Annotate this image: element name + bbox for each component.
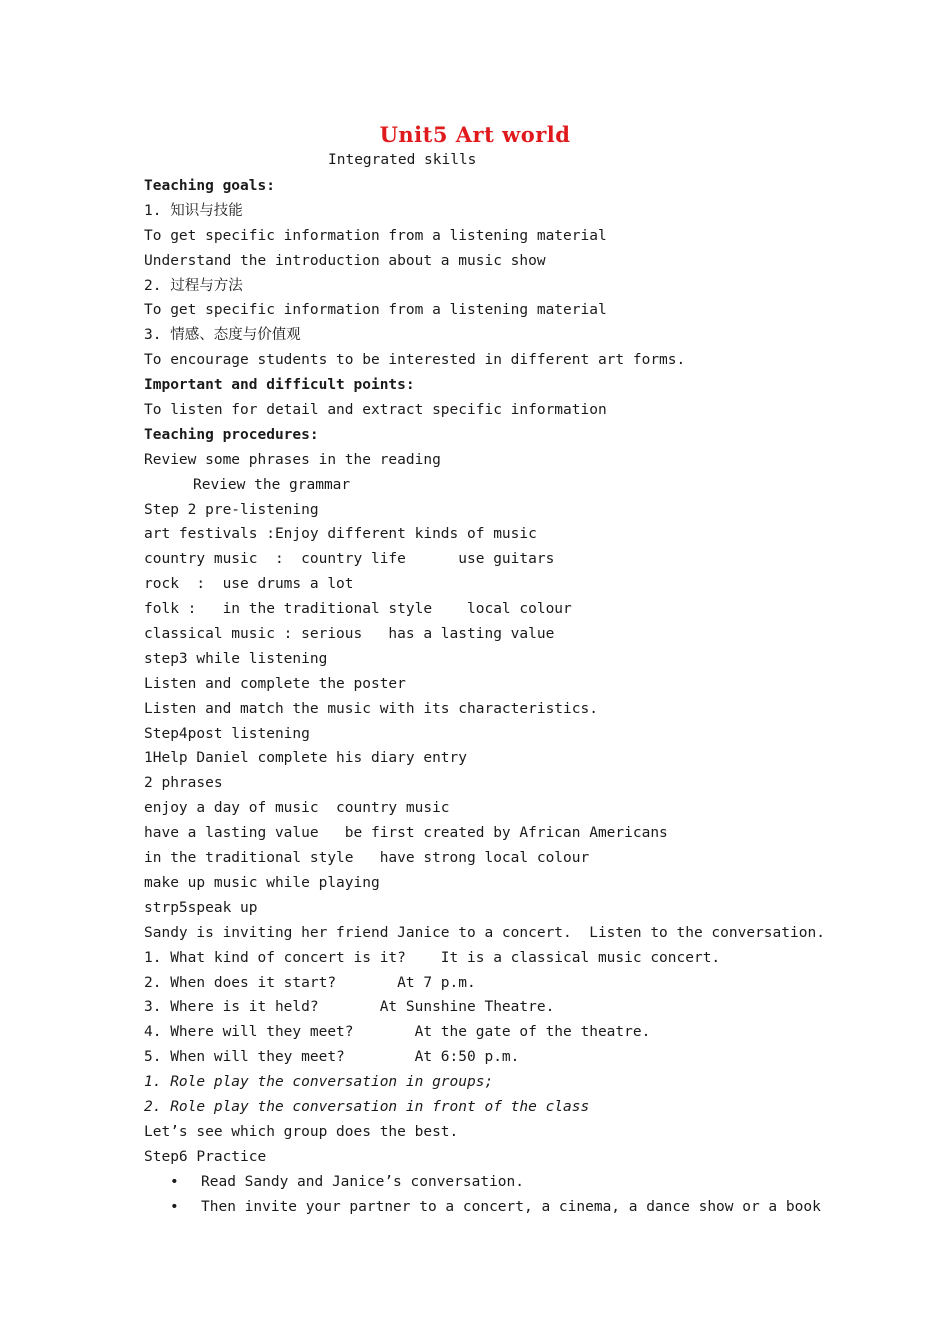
text-line: make up music while playing [144,874,380,891]
text-line: Sandy is inviting her friend Janice to a concert. Listen to the conversation. [144,924,825,941]
text-line: Review some phrases in the reading [144,451,441,468]
text-line: 2. 过程与方法 [144,277,243,294]
bullet-marker: • [170,1174,179,1190]
text-line: country music : country life use guitars [144,551,555,568]
text-line: 1Help Daniel complete his diary entry [144,750,468,767]
text-line: have a lasting value be first created by African Americans [144,825,668,842]
text-line: step3 while listening [144,650,328,667]
text-line: 1. 知识与技能 [144,202,243,219]
text-line: Understand the introduction about a music show [144,252,546,269]
bullet-list [170,1170,870,1220]
document-subtitle: Integrated skills [328,152,477,168]
text-line: art festivals :Enjoy different kinds of music [144,526,537,543]
text-line: classical music : serious has a lasting value [144,626,555,643]
text-line: 1. Role play the conversation in groups; [144,1074,494,1091]
text-line: 4. Where will they meet? At the gate of the theatre. [144,1024,651,1041]
text-line: To listen for detail and extract specific information [144,402,607,419]
text-line: Teaching procedures: [144,426,319,443]
text-line: strp5speak up [144,899,258,916]
text-line: Step4post listening [144,725,310,742]
text-line: 3. 情感、态度与价值观 [144,327,301,344]
text-line: enjoy a day of music country music [144,800,450,817]
text-line: 1. What kind of concert is it? It is a classical music concert. [144,949,721,966]
text-line: Let’s see which group does the best. [144,1123,459,1140]
text-line: 5. When will they meet? At 6:50 p.m. [144,1049,520,1066]
bullet-item [170,1195,870,1220]
bullet-item [170,1170,870,1195]
text-line: To get specific information from a listening material [144,227,607,244]
text-line: Step6 Practice [144,1148,267,1165]
text-line: 2. When does it start? At 7 p.m. [144,974,476,991]
bullet-marker: • [170,1198,179,1215]
text-line: Teaching goals: [144,178,275,194]
text-line: folk : in the traditional style local colour [144,601,572,618]
bullet-text: Read Sandy and Janice’s conversation. [201,1174,525,1190]
text-line: Review the grammar [193,476,351,493]
text-line: Listen and match the music with its characteristics. [144,700,598,717]
text-line: To encourage students to be interested in different art forms. [144,352,686,369]
text-line: 3. Where is it held? At Sunshine Theatre. [144,999,555,1016]
text-line: rock : use drums a lot [144,576,354,593]
text-line: in the traditional style have strong local colour [144,850,590,867]
text-line: Important and difficult points: [144,377,415,394]
text-line: 2. Role play the conversation in front of the class [144,1098,590,1115]
bullet-text: Then invite your partner to a concert, a cinema, a dance show or a book [201,1198,821,1215]
document-body [144,174,844,1170]
text-line: To get specific information from a listening material [144,302,607,319]
document-title: Unit5 Art world [379,122,571,147]
text-line: 2 phrases [144,775,223,792]
text-line: Listen and complete the poster [144,675,406,692]
text-line: Step 2 pre-listening [144,501,319,518]
